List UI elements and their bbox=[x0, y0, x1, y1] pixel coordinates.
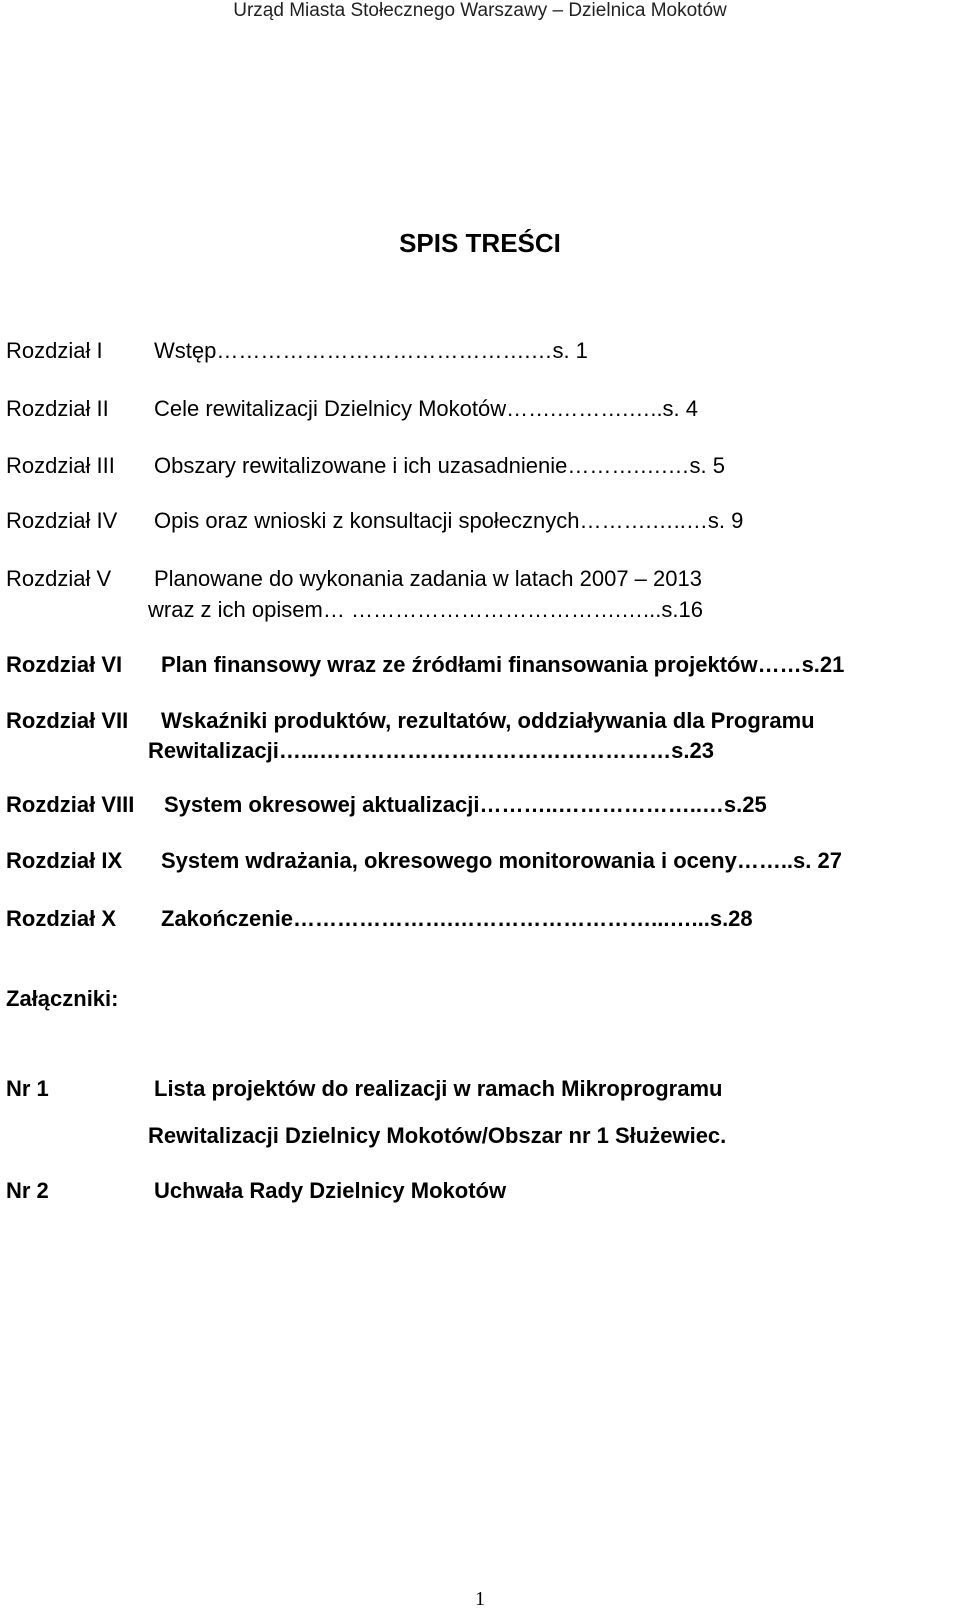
toc-chapter-title: Opis oraz wnioski z konsultacji społecznych……….…..…s. 9 bbox=[154, 508, 744, 533]
toc-row-continuation: Rewitalizacji…...…………………………………………s.23 bbox=[148, 738, 714, 763]
toc-chapter-label: Rozdział VII bbox=[6, 708, 129, 733]
page-header: Urząd Miasta Stołecznego Warszawy – Dzielnica Mokotów bbox=[233, 0, 727, 21]
toc-chapter-title: System wdrażania, okresowego monitorowania i oceny……..s. 27 bbox=[161, 848, 842, 873]
toc-chapter-title: Wskaźniki produktów, rezultatów, oddziaływania dla Programu bbox=[161, 708, 815, 733]
toc-chapter-label: Rozdział VIII bbox=[6, 792, 135, 817]
attachment-title: Lista projektów do realizacji w ramach Mikroprogramu bbox=[154, 1076, 723, 1101]
attachment-title: Uchwała Rady Dzielnicy Mokotów bbox=[154, 1178, 507, 1203]
page-title: SPIS TREŚCI bbox=[399, 228, 561, 258]
attachment-label: Nr 1 bbox=[6, 1076, 49, 1101]
toc-chapter-label: Rozdział III bbox=[6, 453, 115, 478]
toc-chapter-title: Plan finansowy wraz ze źródłami finansowania projektów……s.21 bbox=[161, 652, 845, 677]
attachment-label: Nr 2 bbox=[6, 1178, 49, 1203]
toc-chapter-label: Rozdział IV bbox=[6, 508, 118, 533]
toc-chapter-label: Rozdział I bbox=[6, 338, 103, 363]
page-number: 1 bbox=[475, 1588, 485, 1610]
toc-chapter-title: Cele rewitalizacji Dzielnicy Mokotów…….……….…..s. 4 bbox=[154, 396, 699, 421]
attachments-heading: Załączniki: bbox=[6, 986, 119, 1011]
toc-chapter-label: Rozdział VI bbox=[6, 652, 123, 677]
toc-chapter-title: Planowane do wykonania zadania w latach 2007 – 2013 bbox=[154, 566, 702, 591]
toc-chapter-label: Rozdział II bbox=[6, 396, 109, 421]
toc-chapter-title: System okresowej aktualizacji………..………………..…s.25 bbox=[164, 792, 767, 817]
toc-chapter-title: Wstęp…………………………………….…s. 1 bbox=[154, 338, 588, 363]
attachment-row-continuation: Rewitalizacji Dzielnicy Mokotów/Obszar nr 1 Służewiec. bbox=[148, 1123, 727, 1148]
toc-chapter-label: Rozdział X bbox=[6, 906, 117, 931]
toc-chapter-label: Rozdział V bbox=[6, 566, 112, 591]
toc-chapter-title: Zakończenie………………….………………………...…...s.28 bbox=[161, 906, 753, 931]
toc-row-continuation: wraz z ich opisem… ……………………………….…...s.16 bbox=[148, 597, 703, 622]
toc-chapter-title: Obszary rewitalizowane i ich uzasadnienie……….….…s. 5 bbox=[154, 453, 726, 478]
toc-chapter-label: Rozdział IX bbox=[6, 848, 123, 873]
